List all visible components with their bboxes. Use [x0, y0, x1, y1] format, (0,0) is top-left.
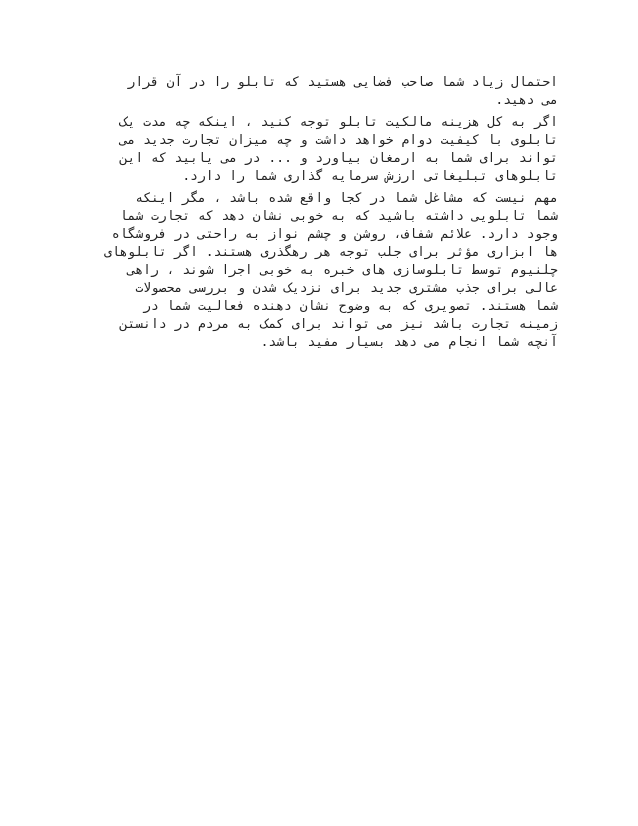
text-line: شما هستند. تصویری که به وضوح نشان دهنده فعالیت شما در [143, 299, 558, 314]
paragraph-ownership-cost [78, 114, 558, 186]
text-line: شما تابلویی داشته باشید که به خوبی نشان دهد که تجارت شما [119, 209, 558, 224]
text-line: چلنیوم توسط تابلوسازی های خبره به خوبی اجرا شوند ، راهی [127, 263, 558, 278]
text-line: زمینه تجارت باشد نیز می تواند برای کمک به مردم در دانستن [119, 317, 558, 332]
text-line: تابلوی با کیفیت دوام خواهد داشت و چه میزان تجارت جدید می [119, 133, 558, 148]
text-line: مهم نیست که مشاغل شما در کجا واقع شده باشد ، مگر اینکه [135, 191, 558, 206]
text-line: احتمال زیاد شما صاحب فضایی هستید که تابلو را در آن قرار [127, 75, 558, 90]
text-line: وجود دارد. علائم شفاف، روشن و چشم نواز به راحتی در فروشگاه [111, 227, 558, 242]
text-line: آنچه شما انجام می دهد بسیار مفید باشد. [260, 335, 558, 350]
text-line: عالی برای جذب مشتری جدید برای نزدیک شدن و بررسی محصولات [135, 281, 558, 296]
text-line: تابلوهای تبلیغاتی ارزش سرمایه گذاری شما را دارد. [182, 169, 558, 184]
text-line: ها ابزاری مؤثر برای جلب توجه هر رهگذری هستند. اگر تابلوهای [104, 245, 558, 260]
paragraph-business-location [78, 190, 558, 352]
text-line: می دهید. [495, 93, 558, 108]
document-body [78, 74, 558, 356]
text-line: اگر به کل هزینه مالکیت تابلو توجه کنید ، اینکه چه مدت یک [119, 115, 558, 130]
text-line: تواند برای شما به ارمغان بیاورد و ... در می یابید که این [119, 151, 558, 166]
paragraph-intro [78, 74, 558, 110]
